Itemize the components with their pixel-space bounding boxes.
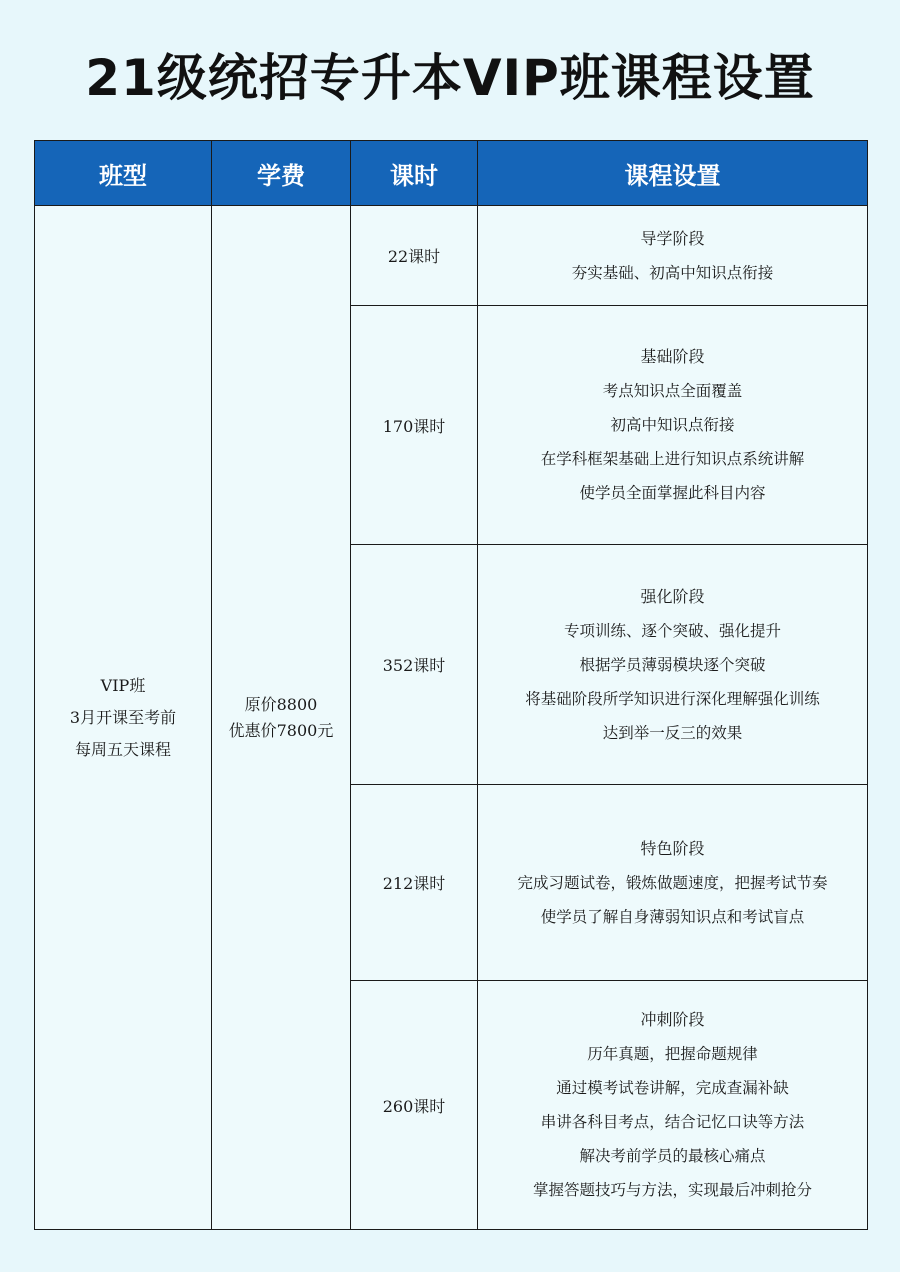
hours-cell: 170课时: [351, 306, 478, 545]
table-row: [35, 206, 868, 306]
class-type-cell: [35, 206, 212, 1230]
course-content-cell: [478, 545, 868, 785]
stage-detail: 历年真题，把握命题规律: [587, 1045, 758, 1063]
header-course-setup: 课程设置: [478, 141, 868, 206]
header-class-type: 班型: [35, 141, 212, 206]
page-title: 21级统招专升本VIP班课程设置: [85, 49, 815, 107]
stage-detail: 在学科框架基础上进行知识点系统讲解: [540, 450, 805, 468]
course-table: [34, 140, 868, 1230]
class-type-schedule: 3月开课至考前: [69, 707, 177, 727]
stage-detail: 通过模考试卷讲解，完成查漏补缺: [556, 1079, 789, 1097]
stage-detail: 考点知识点全面覆盖: [602, 382, 743, 400]
stage-detail: 完成习题试卷，锻炼做题速度，把握考试节奏: [517, 873, 828, 892]
stage-detail: 达到举一反三的效果: [602, 723, 743, 742]
stage-detail: 使学员全面掌握此科目内容: [579, 484, 766, 502]
course-content-cell: [478, 206, 868, 306]
hours-cell: 260课时: [351, 981, 478, 1230]
stage-detail: 使学员了解自身薄弱知识点和考试盲点: [540, 907, 805, 926]
hours-cell: 212课时: [351, 785, 478, 981]
fee-discount-price: 优惠价7800元: [228, 720, 334, 740]
stage-detail: 初高中知识点衔接: [610, 416, 735, 434]
course-content-cell: [478, 981, 868, 1230]
stage-detail: 解决考前学员的最核心痛点: [579, 1147, 766, 1165]
course-content-cell: [478, 785, 868, 981]
stage-detail: 掌握答题技巧与方法，实现最后冲刺抢分: [532, 1181, 812, 1199]
hours-cell: 352课时: [351, 545, 478, 785]
stage-title: 导学阶段: [640, 228, 705, 248]
course-content-cell: [478, 306, 868, 545]
stage-title: 强化阶段: [640, 586, 705, 606]
header-fee: 学费: [212, 141, 351, 206]
fee-cell: [212, 206, 351, 1230]
fee-original-price: 原价8800: [244, 694, 318, 714]
stage-detail: 夯实基础、初高中知识点衔接: [571, 263, 774, 282]
class-type-frequency: 每周五天课程: [74, 739, 171, 759]
stage-detail: 将基础阶段所学知识进行深化理解强化训练: [525, 689, 820, 708]
header-hours: 课时: [351, 141, 478, 206]
stage-detail: 根据学员薄弱模块逐个突破: [579, 655, 766, 674]
stage-title: 冲刺阶段: [640, 1010, 705, 1029]
stage-detail: 专项训练、逐个突破、强化提升: [563, 621, 781, 640]
hours-cell: 22课时: [351, 206, 478, 306]
class-type-name: VIP班: [100, 675, 146, 695]
header-row: [35, 141, 868, 206]
stage-title: 特色阶段: [640, 838, 705, 858]
stage-detail: 串讲各科目考点，结合记忆口诀等方法: [540, 1113, 805, 1131]
stage-title: 基础阶段: [640, 347, 705, 366]
